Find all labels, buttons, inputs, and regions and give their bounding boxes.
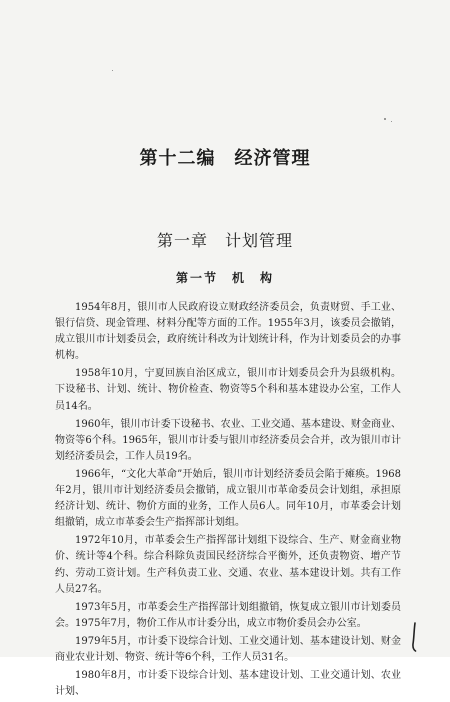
scan-speck	[391, 121, 392, 122]
paragraph: 1980年8月，市计委下设综合计划、基本建设计划、工业交通计划、农业计划、	[55, 670, 401, 698]
paragraph: 1979年5月，市计委下设综合计划、工业交通计划、基本建设计划、财金商业农业计划、物资、统计等6个科，工作人员31名。	[55, 635, 401, 663]
scan-speck	[112, 70, 113, 71]
paragraph: 1958年10月，宁夏回族自治区成立，银川市计划委员会升为县级机构。下设秘书、计划、统计、物价检查、物资等5个科和基本建设办公室，工作人员14名。	[55, 368, 401, 412]
paragraph: 1960年，银川市计委下设秘书、农业、工业交通、基本建设、财金商业、物资等6个科。1965年，银川市计委与银川市经济委员会合并，改为银川市计划经济委员会，工作人员19名。	[55, 418, 401, 462]
body-text	[55, 300, 401, 702]
chapter-title: 第一章 计划管理	[156, 231, 293, 250]
paragraph: 1954年8月，银川市人民政府设立财政经济委员会，负责财贸、手工业、银行信贷、现金管理、材料分配等方面的工作。1955年3月，该委员会撤销，成立银川市计划委员会，政府统计科改为计划统计科，作为计划委员会的办事机构。	[55, 302, 401, 362]
section-title: 第一节 机 构	[175, 271, 274, 285]
paragraph: 1972年10月，市革委会生产指挥部计划组下设综合、生产、财金商业物价、统计等4个科。综合科除负责国民经济综合平衡外，还负责物资、增产节约、劳动工资计划。生产科负责工业、交通、农业、基本建设计划。共有工作人员27名。	[55, 535, 401, 595]
paragraph: 1966年，“文化大革命”开始后，银川市计划经济委员会陷于瘫痪。1968年2月，银川市计划经济委员会撤销，成立银川市革命委员会计划组，承担原经济计划、统计、物价方面的业务，工作人员6人。同年10月，市革委会计划组撤销，成立市革委会生产指挥部计划组。	[55, 468, 401, 529]
paragraph: 1973年5月，市革委会生产指挥部计划组撤销，恢复成立银川市计划委员会。1975年7月，物价工作从市计委分出，成立市物价委员会办公室。	[55, 601, 401, 629]
scan-speck	[384, 118, 386, 120]
part-title: 第十二编 经济管理	[139, 148, 311, 169]
pen-mark-icon	[408, 622, 422, 652]
